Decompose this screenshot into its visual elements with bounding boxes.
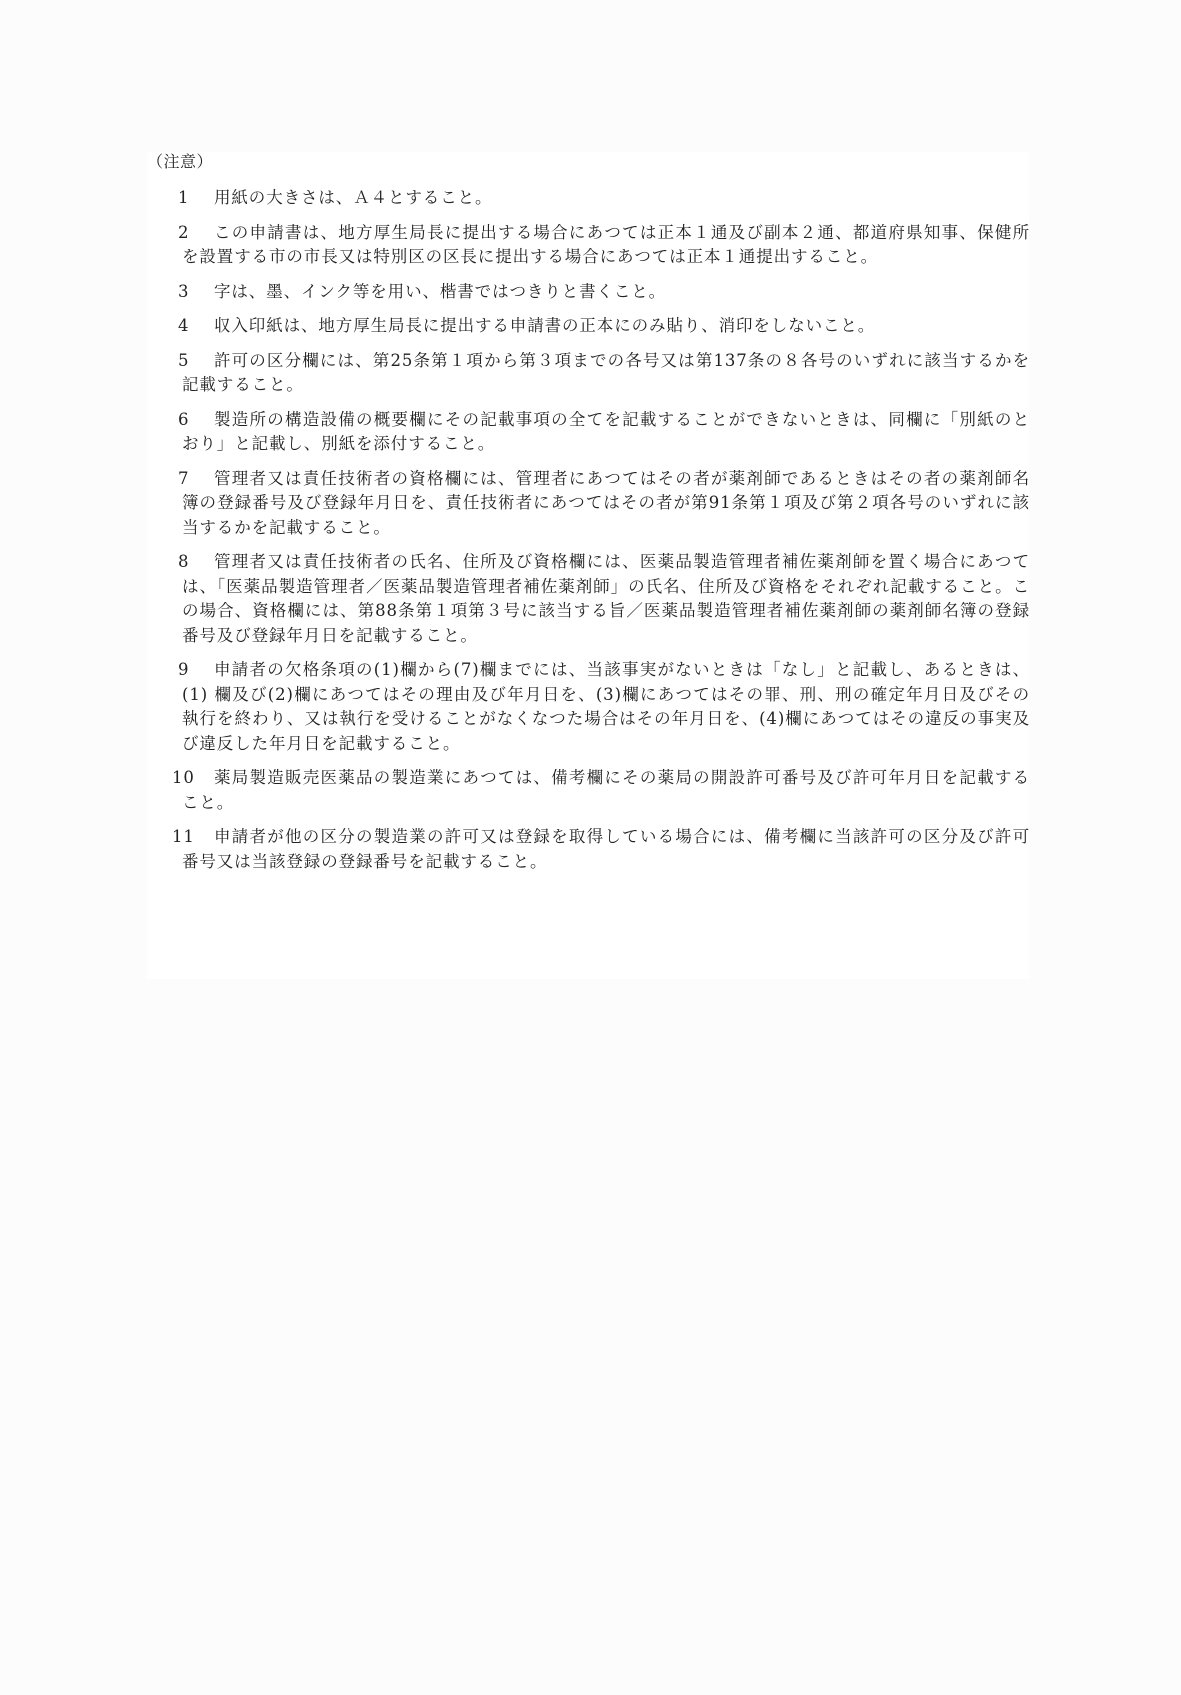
- note-item: [170, 825, 1030, 874]
- note-text: 用紙の大きさは、Ａ４とすること。: [214, 188, 493, 207]
- note-number: 8: [178, 552, 190, 571]
- note-item: [170, 550, 1030, 648]
- note-number: 6: [178, 409, 190, 429]
- note-item: [170, 280, 1030, 305]
- note-number: 10: [172, 768, 195, 787]
- note-number: 11: [172, 827, 195, 846]
- note-number: 3: [178, 281, 190, 301]
- notes-heading: （注意）: [147, 152, 214, 171]
- note-number: 9: [178, 660, 190, 679]
- note-number: 1: [178, 188, 190, 207]
- notes-list: [170, 186, 1030, 884]
- note-item: [170, 408, 1030, 457]
- note-item: [170, 186, 1030, 211]
- note-text: この申請書は、地方厚生局長に提出する場合にあつては正本１通及び副本２通、都道府県知事、保健所を設置する市の市長又は特別区の区長に提出する場合にあつては正本１通提出すること。: [182, 222, 1030, 266]
- note-text: 薬局製造販売医薬品の製造業にあつては、備考欄にその薬局の開設許可番号及び許可年月日を記載すること。: [182, 768, 1030, 812]
- note-number: 7: [178, 468, 190, 488]
- note-item: [170, 467, 1030, 541]
- note-text: 許可の区分欄には、第25条第１項から第３項までの各号又は第137条の８各号のいずれに該当するかを記載すること。: [182, 350, 1030, 394]
- note-item: [170, 658, 1030, 756]
- note-item: [170, 314, 1030, 339]
- note-text: 収入印紙は、地方厚生局長に提出する申請書の正本にのみ貼り、消印をしないこと。: [214, 316, 876, 335]
- note-text: 製造所の構造設備の概要欄にその記載事項の全てを記載することができないときは、同欄に「別紙のとおり」と記載し、別紙を添付すること。: [182, 409, 1030, 453]
- note-number: 5: [178, 350, 190, 370]
- note-text: 管理者又は責任技術者の氏名、住所及び資格欄には、医薬品製造管理者補佐薬剤師を置く場合にあつては、「医薬品製造管理者／医薬品製造管理者補佐薬剤師」の氏名、住所及び資格をそれぞれ記載すること。この場合、資格欄には、第88条第１項第３号に該当する旨／医薬品製造管理者補佐薬剤師の薬剤師名簿の登録番号及び登録年月日を記載すること。: [182, 552, 1030, 645]
- note-number: 2: [178, 222, 190, 242]
- note-item: [170, 221, 1030, 270]
- note-text: 申請者の欠格条項の(1)欄から(7)欄までには、当該事実がないときは「なし」と記載し、あるときは、(1) 欄及び(2)欄にあつてはその理由及び年月日を、(3)欄にあつてはその罪、刑、刑の確定年月日及びその執行を終わり、又は執行を受けることがなくなつた場合はその年月日を、(4)欄にあつてはその違反の事実及び違反した年月日を記載すること。: [182, 660, 1030, 753]
- note-item: [170, 766, 1030, 815]
- note-item: [170, 349, 1030, 398]
- note-text: 字は、墨、インク等を用い、楷書ではつきりと書くこと。: [214, 281, 667, 301]
- note-text: 管理者又は責任技術者の資格欄には、管理者にあつてはその者が薬剤師であるときはその者の薬剤師名簿の登録番号及び登録年月日を、責任技術者にあつてはその者が第91条第１項及び第２項各号のいずれに該当するかを記載すること。: [182, 468, 1030, 537]
- note-text: 申請者が他の区分の製造業の許可又は登録を取得している場合には、備考欄に当該許可の区分及び許可番号又は当該登録の登録番号を記載すること。: [182, 827, 1030, 871]
- note-number: 4: [178, 316, 190, 335]
